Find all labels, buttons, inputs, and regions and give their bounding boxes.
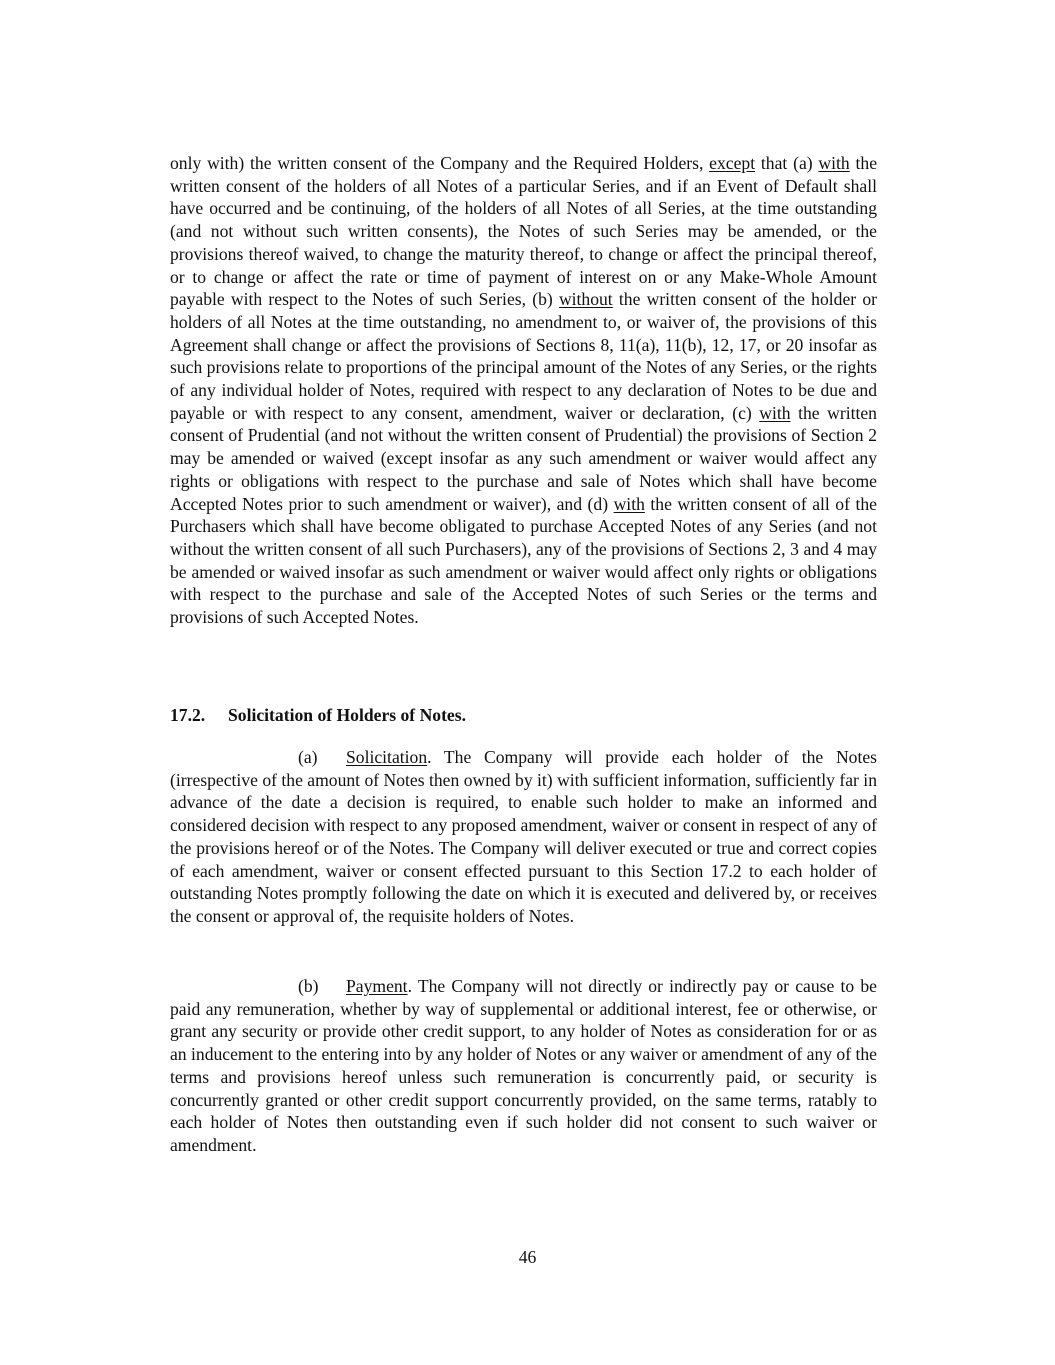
- subsection-label: (b): [298, 976, 319, 996]
- section-number: 17.2.: [170, 705, 206, 725]
- page-number: 46: [518, 1247, 537, 1267]
- section-heading: [170, 704, 466, 727]
- subsection-b-paragraph: [170, 975, 877, 1157]
- paragraph-text-segment: the written consent of the holders of all Notes of a particular Series, and if an Event of Default shall have occurred and be continuing, of the holders of all Notes of all Series, at the time outstanding (and not without such written consents), the Notes of such Series may be amended, or the provisions thereof waived, to change the maturity thereof, to change or affect the principal thereof, or to change or affect the rate or time of payment of interest on or any Make-Whole Amount payable with respect to the Notes of such Series, (b): [170, 153, 877, 310]
- underlined-term-except: except: [709, 153, 756, 173]
- section-17-1-continued-paragraph: [170, 152, 877, 629]
- underlined-term-without: without: [558, 289, 613, 310]
- underlined-term-with: with: [613, 493, 645, 514]
- subsection-text: . The Company will not directly or indirectly pay or cause to be paid any remuneration, whether by way of supplemental or additional interest, fee or otherwise, or grant any security or provide other credit support, to any holder of Notes as consideration for or as an inducement to the entering into by any holder of Notes or any waiver or amendment of any of the terms and provisions hereof unless such remuneration is concurrently paid, or security is concurrently granted or other credit support concurrently provided, on the same terms, ratably to each holder of Notes then outstanding even if such holder did not consent to such waiver or amendment.: [170, 976, 877, 1155]
- subsection-a-paragraph: [170, 746, 877, 928]
- section-title: Solicitation of Holders of Notes.: [228, 705, 466, 725]
- paragraph-text-segment: only with) the written consent of the Company and the Required Holders,: [170, 153, 710, 173]
- underlined-term-with: with: [759, 402, 791, 423]
- subsection-caption: Solicitation: [346, 747, 428, 767]
- subsection-text: . The Company will provide each holder of the Notes (irrespective of the amount of Notes then owned by it) with sufficient information, sufficiently far in advance of the date a decision is required, to enable such holder to make an informed and considered decision with respect to any proposed amendment, waiver or consent in respect of any of the provisions hereof or of the Notes. The Company will deliver executed or true and correct copies of each amendment, waiver or consent effected pursuant to this Section 17.2 to each holder of outstanding Notes promptly following the date on which it is executed and delivered by, or receives the consent or approval of, the requisite holders of Notes.: [170, 747, 877, 926]
- paragraph-text-segment: the written consent of the holder or holders of all Notes at the time outstanding, no amendment to, or waiver of, the provisions of this Agreement shall change or affect the provisions of Sections 8, 11(a), 11(b), 12, 17, or 20 insofar as such provisions relate to proportions of the principal amount of the Notes of any Series, or the rights of any individual holder of Notes, required with respect to any declaration of Notes to be due and payable or with respect to any consent, amendment, waiver or declaration, (c): [170, 289, 877, 423]
- paragraph-text-segment: that (a): [755, 153, 819, 173]
- paragraph-text-segment: the written consent of all of the Purchasers which shall have become obligated to purchase Accepted Notes of any Series (and not without the written consent of all such Purchasers), any of the provisions of Sections 2, 3 and 4 may be amended or waived insofar as such amendment or waiver would affect only rights or obligations with respect to the purchase and sale of the Accepted Notes of such Series or the terms and provisions of such Accepted Notes.: [170, 493, 877, 628]
- paragraph-text-segment: the written consent of Prudential (and not without the written consent of Prudential) the provisions of Section 2 may be amended or waived (except insofar as any such amendment or waiver would affect any rights or obligations with respect to the purchase and sale of Notes which shall have become Accepted Notes prior to such amendment or waiver), and (d): [170, 402, 877, 514]
- subsection-caption: Payment: [346, 976, 408, 996]
- underlined-term-with: with: [818, 153, 850, 173]
- subsection-label: (a): [298, 747, 318, 767]
